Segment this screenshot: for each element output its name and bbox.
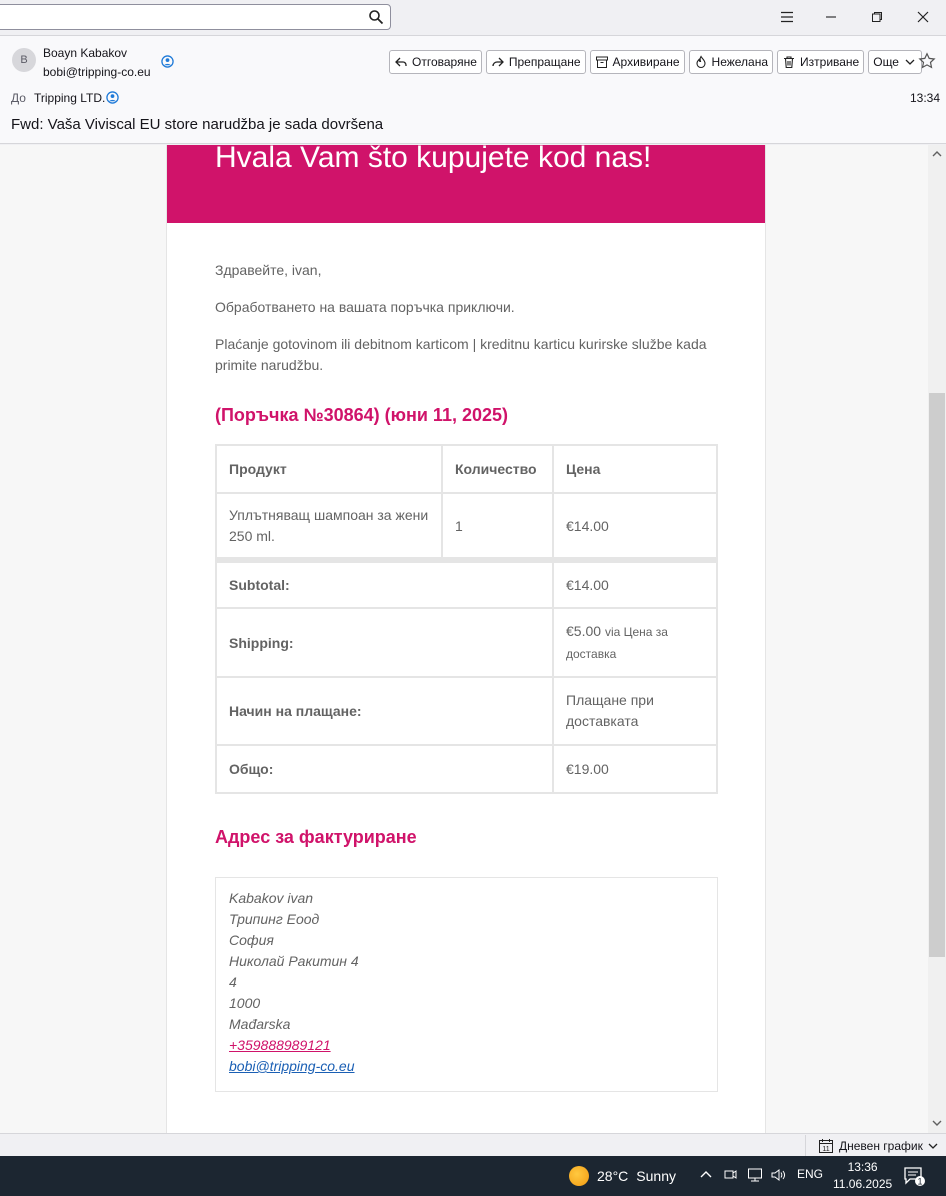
weather-condition: Sunny bbox=[636, 1168, 676, 1184]
banner-title: Hvala Vam što kupujete kod nas! bbox=[215, 145, 652, 174]
email-banner bbox=[167, 145, 765, 223]
junk-icon bbox=[694, 55, 708, 69]
payment-value: Плащане при доставката bbox=[553, 677, 717, 745]
header-product: Продукт bbox=[216, 445, 442, 493]
table-row bbox=[216, 493, 717, 560]
subtotal-value: €14.00 bbox=[553, 560, 717, 608]
delete-button[interactable]: Изтриване bbox=[777, 50, 864, 74]
message-actions bbox=[389, 50, 922, 74]
clock-date: 11.06.2025 bbox=[833, 1177, 893, 1191]
order-table bbox=[215, 444, 718, 794]
email-card bbox=[166, 145, 766, 1133]
archive-icon bbox=[595, 55, 609, 69]
shipping-cell bbox=[553, 608, 717, 677]
archive-button[interactable]: Архивиране bbox=[590, 50, 685, 74]
close-button[interactable] bbox=[911, 6, 935, 28]
table-header-row bbox=[216, 445, 717, 493]
search-icon[interactable] bbox=[368, 9, 384, 25]
title-bar bbox=[0, 0, 946, 36]
menu-icon[interactable] bbox=[775, 6, 799, 28]
message-body[interactable] bbox=[0, 145, 946, 1133]
network-icon[interactable] bbox=[747, 1167, 763, 1183]
address-book-icon[interactable] bbox=[106, 91, 119, 104]
address-book-icon[interactable] bbox=[161, 55, 174, 68]
address-postcode: 1000 bbox=[229, 995, 261, 1011]
subtotal-label: Subtotal: bbox=[216, 560, 553, 608]
notification-icon[interactable] bbox=[903, 1166, 925, 1186]
total-row bbox=[216, 745, 717, 793]
sender-name[interactable]: Boayn Kabakov bbox=[43, 46, 128, 60]
shipping-method: via Цена за доставка bbox=[566, 624, 668, 661]
payment-label: Начин на плащане: bbox=[216, 677, 553, 745]
recipient[interactable]: Tripping LTD. bbox=[34, 91, 106, 105]
greeting: Здравейте, ivan, bbox=[215, 262, 322, 278]
star-icon[interactable] bbox=[918, 52, 936, 70]
order-title: (Поръчка №30864) (юни 11, 2025) bbox=[215, 405, 509, 425]
payment-row bbox=[216, 677, 717, 745]
address-country: Mađarska bbox=[229, 1016, 291, 1032]
search-input[interactable] bbox=[0, 4, 391, 30]
language-indicator[interactable]: ENG bbox=[797, 1167, 824, 1181]
billing-title: Адрес за фактуриране bbox=[215, 827, 417, 847]
billing-address bbox=[215, 877, 718, 1092]
address-company: Трипинг Еоод bbox=[229, 911, 320, 927]
scrollbar-thumb[interactable] bbox=[929, 393, 945, 957]
message-time: 13:34 bbox=[910, 91, 941, 105]
address-line2: 4 bbox=[229, 974, 237, 990]
shipping-label: Shipping: bbox=[216, 608, 553, 677]
temperature: 28°C bbox=[597, 1168, 629, 1184]
reply-button[interactable]: Отговаряне bbox=[389, 50, 482, 74]
trash-icon bbox=[782, 55, 796, 69]
email-link[interactable]: bobi@tripping-co.eu bbox=[229, 1058, 355, 1074]
chevron-down-icon bbox=[928, 1142, 938, 1150]
address-name: Kabakov ivan bbox=[229, 890, 314, 906]
sun-icon bbox=[569, 1166, 589, 1186]
item-product: Уплътняващ шампоан за жени 250 ml. bbox=[216, 493, 442, 560]
forward-icon bbox=[491, 55, 505, 69]
more-button[interactable]: Още bbox=[868, 50, 922, 74]
daily-schedule-button[interactable]: 11 Дневен график bbox=[805, 1135, 938, 1156]
avatar: B bbox=[12, 48, 36, 72]
minimize-button[interactable] bbox=[819, 6, 843, 28]
taskbar bbox=[0, 1156, 946, 1196]
subtotal-row bbox=[216, 560, 717, 608]
total-label: Общо: bbox=[216, 745, 553, 793]
address-street: Николай Ракитин 4 bbox=[229, 953, 359, 969]
to-label: До bbox=[11, 91, 26, 105]
message-subject: Fwd: Vaša Viviscal EU store narudžba je sada dovršena bbox=[11, 116, 384, 133]
phone-link[interactable]: +359888989121 bbox=[229, 1037, 331, 1053]
sender-email[interactable]: bobi@tripping-co.eu bbox=[43, 65, 151, 79]
header-price: Цена bbox=[553, 445, 717, 493]
header-quantity: Количество bbox=[442, 445, 553, 493]
clock[interactable] bbox=[833, 1159, 892, 1193]
junk-button[interactable]: Нежелана bbox=[689, 50, 773, 74]
scroll-down-icon[interactable] bbox=[930, 1116, 944, 1130]
item-quantity: 1 bbox=[442, 493, 553, 560]
total-value: €19.00 bbox=[553, 745, 717, 793]
message-header bbox=[0, 36, 946, 144]
weather-widget[interactable] bbox=[569, 1166, 676, 1186]
chevron-up-icon[interactable] bbox=[700, 1170, 712, 1180]
clock-time: 13:36 bbox=[847, 1160, 878, 1174]
chevron-down-icon bbox=[903, 55, 917, 69]
shipping-row bbox=[216, 608, 717, 677]
address-city: София bbox=[229, 932, 274, 948]
meet-icon[interactable] bbox=[723, 1167, 737, 1183]
svg-text:1: 1 bbox=[917, 1176, 923, 1186]
calendar-icon bbox=[818, 1138, 834, 1154]
shipping-value: €5.00 bbox=[566, 622, 602, 639]
svg-text:11: 11 bbox=[822, 1145, 830, 1153]
processing-text: Обработването на вашата поръчка приключи. bbox=[215, 299, 515, 315]
status-bar bbox=[0, 1133, 946, 1156]
reply-icon bbox=[394, 55, 408, 69]
scroll-up-icon[interactable] bbox=[930, 147, 944, 161]
volume-icon[interactable] bbox=[770, 1167, 786, 1183]
forward-button[interactable]: Препращане bbox=[486, 50, 586, 74]
item-price: €14.00 bbox=[553, 493, 717, 560]
restore-button[interactable] bbox=[865, 6, 889, 28]
payment-note: Plaćanje gotovinom ili debitnom karticom | kreditnu karticu kurirske službe kada primite narudžbu. bbox=[215, 336, 707, 373]
